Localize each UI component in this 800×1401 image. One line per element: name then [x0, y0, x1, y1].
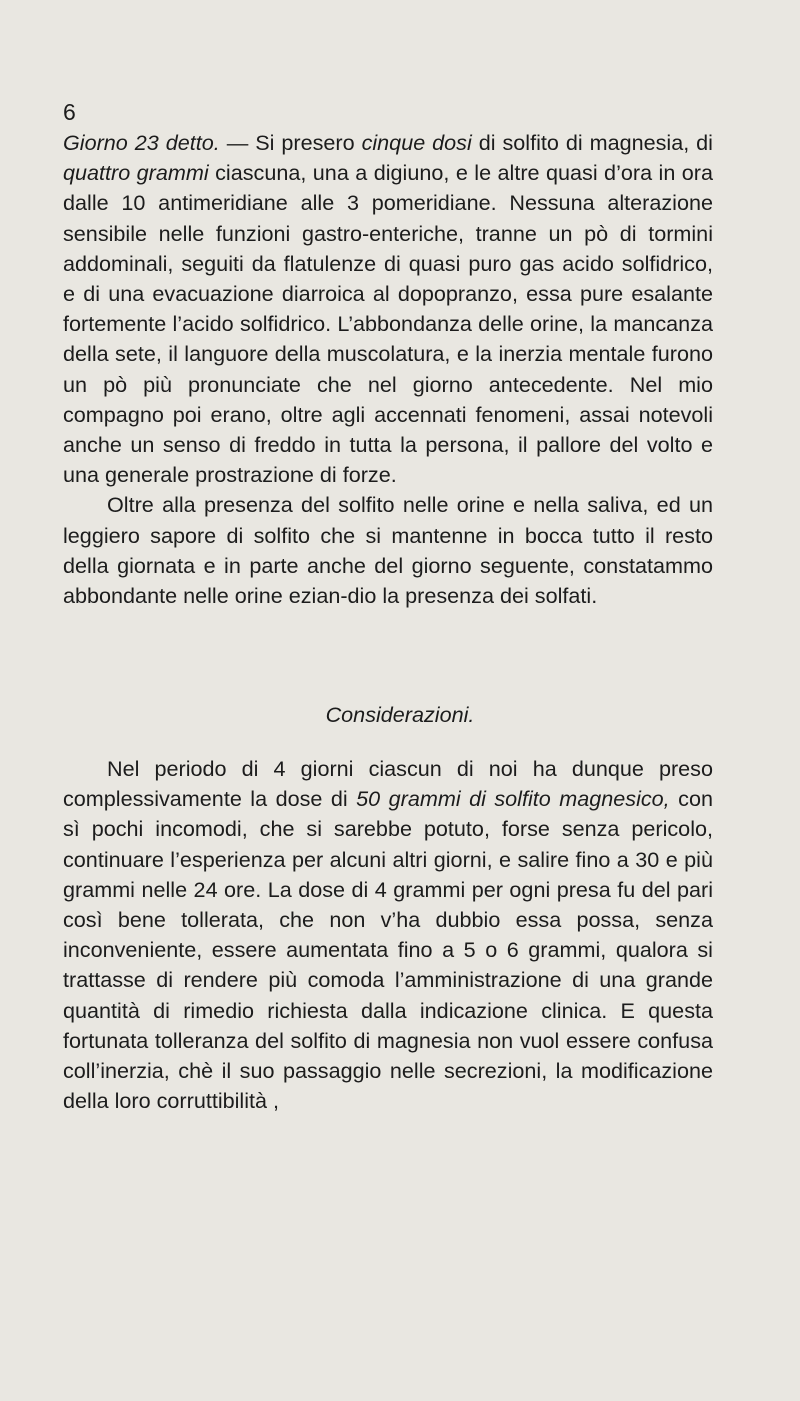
journal-entry-block — [63, 128, 713, 611]
entry-text-2: di solfito di magnesia, di — [471, 130, 713, 155]
paragraph-day-23 — [63, 128, 713, 490]
day-label: Giorno 23 — [63, 130, 159, 155]
dose-count: cinque dosi — [361, 130, 472, 155]
entry-text-1: — Si presero — [219, 130, 362, 155]
day-suffix: detto. — [165, 130, 220, 155]
considerations-text-2: con sì pochi incomodi, che si sarebbe potuto, forse senza pericolo, continuare l’esperienza per alcuni altri giorni, e salire fino a 30 e più grammi nelle 24 ore. La dose di 4 grammi per ogni presa fu del pari così bene tollerata, che non v’ha dubbio essa possa, senza inconveniente, essere aumentata fino a 5 o 6 grammi, qualora si trattasse di rendere più comoda l’amministrazione di una grande quantità di rimedio richiesta dalla indicazione clinica. E questa fortunata tolleranza del solfito di magnesia non vuol essere confusa coll’inerzia, chè il suo passaggio nelle secrezioni, la modificazione della loro corruttibilità , — [63, 786, 713, 1114]
entry-text-3: ciascuna, una a digiuno, e le altre quasi d’ora in ora dalle 10 antimeridiane alle 3 pomeridiane. Nessuna alterazione sensibile nelle funzioni gastro-enteriche, tranne un pò di tormini addominali, seguiti da flatulenze di quasi puro gas acido solfidrico, e di una evacuazione diarroica al dopopranzo, essa pure esalante fortemente l’acido solfidrico. L’abbondanza delle orine, la mancanza della sete, il languore della muscolatura, e la inerzia mentale furono un pò più pronunciate che nel giorno antecedente. Nel mio compagno poi erano, oltre agli accennati fenomeni, assai notevoli anche un senso di freddo in tutta la persona, il pallore del volto e una generale prostrazione di forze. — [63, 160, 713, 488]
section-heading: Considerazioni. — [325, 702, 475, 727]
grams-per-dose: quattro grammi — [63, 160, 209, 186]
paragraph-considerations — [63, 754, 713, 1116]
considerations-block — [63, 754, 713, 1116]
considerations-emphasis: 50 grammi di solfito magnesico, — [356, 786, 670, 812]
considerations-text-1: Nel periodo di 4 giorni ciascun di noi ha dunque preso complessivamente la dose di — [63, 756, 713, 812]
paragraph-solfito-presence: Oltre alla presenza del solfito nelle orine e nella saliva, ed un leggiero sapore di solfito che si mantenne in bocca tutto il resto della giornata e in parte anche del giorno seguente, constatammo abbondante nelle orine ezian-dio la presenza dei solfati. — [63, 492, 713, 609]
page-number: 6 — [63, 99, 76, 125]
